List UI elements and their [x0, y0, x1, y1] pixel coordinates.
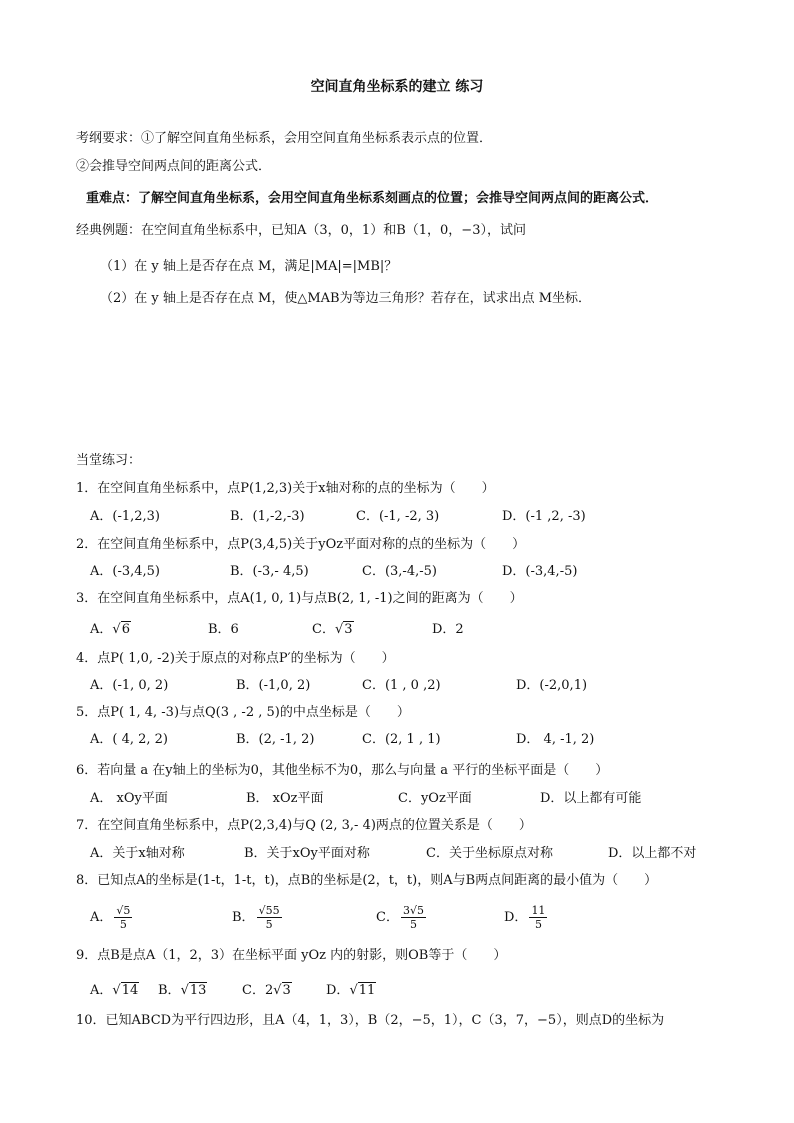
radicand: 3 [282, 983, 291, 998]
question-7-option-c: C．关于坐标原点对称 [426, 846, 553, 861]
question-4-option-d: D．(-2,0,1) [516, 678, 588, 693]
radicand: 14 [121, 983, 139, 998]
question-7-option-a: A．关于x轴对称 [90, 846, 185, 861]
question-10-stem: 10．已知ABCD为平行四边形，且A（4，1，3），B（2，−5，1），C（3，7，−5），则点D的坐标为 [76, 1013, 665, 1028]
example-question-2: （2）在 y 轴上是否存在点 M，使△MAB为等边三角形？若存在，试求出点 M坐标． [100, 291, 592, 306]
question-7-option-b: B．关于xOy平面对称 [244, 846, 370, 861]
question-5-stem: 5．点P( 1, 4, -3)与点Q(3 , -2 , 5)的中点坐标是（ ） [76, 705, 410, 720]
question-6-option-d: D．以上都有可能 [540, 791, 642, 806]
option-letter: C． [376, 910, 399, 925]
denominator: 5 [409, 918, 417, 931]
question-6-stem: 6．若向量 a 在y轴上的坐标为0，其他坐标不为0，那么与向量 a 平行的坐标平面是（ ） [76, 763, 609, 778]
question-8-option-b [232, 904, 284, 931]
question-5-option-a: A．( 4, 2, 2) [90, 732, 169, 747]
question-4-stem: 4．点P( 1,0, -2)关于原点的对称点P′的坐标为（ ） [76, 651, 395, 666]
question-8-option-c [376, 904, 428, 931]
question-5-option-c: C．(2, 1 , 1) [362, 732, 441, 747]
question-2-option-a: A．(-3,4,5) [90, 564, 161, 579]
question-1-option-a: A．(-1,2,3) [90, 509, 161, 524]
sqrt-expression: √6 [112, 622, 130, 637]
practice-heading: 当堂练习： [76, 453, 142, 468]
question-8-stem: 8．已知点A的坐标是(1-t，1-t，t)，点B的坐标是(2，t，t)，则A与B两点间距离的最小值为（ ） [76, 873, 658, 888]
question-2-option-b: B．(-3,- 4,5) [230, 564, 309, 579]
question-3-option-c [312, 621, 354, 639]
sqrt-expression: √3 [334, 622, 353, 637]
page-title: 空间直角坐标系的建立 练习 [310, 79, 484, 95]
option-letter: C．2 [242, 983, 274, 998]
sqrt-expression: √14 [112, 983, 139, 998]
radicand: 11 [358, 983, 376, 998]
question-7-stem: 7．在空间直角坐标系中，点P(2,3,4)与Q (2, 3,- 4)两点的位置关系是（ ） [76, 818, 532, 833]
requirements-line-1: 考纲要求：①了解空间直角坐标系，会用空间直角坐标系表示点的位置． [76, 131, 493, 146]
answer-space [76, 320, 716, 440]
question-9-option-d [326, 982, 376, 1000]
question-3-option-d: D．2 [432, 622, 464, 637]
question-9-option-b [158, 982, 207, 1000]
question-4-option-b: B．(-1,0, 2) [236, 678, 311, 693]
fraction [257, 904, 282, 931]
question-1-option-d: D．(-1 ,2, -3) [502, 509, 586, 524]
denominator: 5 [119, 918, 127, 931]
sqrt-expression: √11 [349, 983, 376, 998]
question-9-stem: 9．点B是点A（1，2，3）在坐标平面 yOz 内的射影，则OB等于（ ） [76, 948, 507, 963]
requirements-line-2: ②会推导空间两点间的距离公式． [76, 159, 272, 174]
question-5-option-d: D． 4, -1, 2) [516, 732, 595, 747]
fraction [529, 904, 547, 931]
question-6-option-b: B． xOz平面 [246, 791, 324, 806]
denominator: 5 [534, 918, 542, 931]
denominator: 5 [265, 918, 273, 931]
numerator: 3√5 [402, 904, 424, 917]
question-1-option-b: B．(1,-2,-3) [230, 509, 305, 524]
option-letter: B． [158, 983, 181, 998]
question-6-option-c: C．yOz平面 [398, 791, 472, 806]
question-8-option-a [90, 904, 134, 931]
option-letter: D． [504, 910, 528, 925]
sqrt-expression: √3 [273, 983, 291, 998]
radicand: 3 [344, 622, 353, 637]
option-letter: A． [90, 622, 113, 637]
numerator: 11 [531, 904, 546, 917]
radicand: 13 [189, 983, 207, 998]
question-1-option-c: C．(-1, -2, 3) [356, 509, 440, 524]
question-2-stem: 2．在空间直角坐标系中，点P(3,4,5)关于yOz平面对称的点的坐标为（ ） [76, 537, 526, 552]
question-4-option-c: C．(1 , 0 ,2) [362, 678, 441, 693]
question-9-option-a [90, 982, 139, 1000]
sqrt-expression: √13 [180, 983, 207, 998]
question-3-stem: 3．在空间直角坐标系中，点A(1, 0, 1)与点B(2, 1, -1)之间的距离为（ ） [76, 591, 523, 606]
fraction [401, 904, 426, 931]
option-letter: C． [312, 622, 335, 637]
question-5-option-b: B．(2, -1, 2) [236, 732, 315, 747]
question-4-option-a: A．(-1, 0, 2) [90, 678, 169, 693]
question-2-option-c: C．(3,-4,-5) [362, 564, 437, 579]
numerator: √5 [116, 904, 131, 917]
option-letter: B． [232, 910, 255, 925]
question-3-option-b: B．6 [208, 622, 239, 637]
question-9-option-c [242, 982, 292, 1000]
question-2-option-d: D．(-3,4,-5) [502, 564, 578, 579]
option-letter: A． [90, 983, 113, 998]
numerator: √55 [258, 904, 280, 917]
example-intro: 经典例题：在空间直角坐标系中，已知A（3，0，1）和B（1，0，−3），试问 [76, 223, 526, 238]
key-points: 重难点：了解空间直角坐标系，会用空间直角坐标系刻画点的位置；会推导空间两点间的距离公式． [86, 191, 659, 206]
option-letter: D． [326, 983, 350, 998]
option-letter: A． [90, 910, 113, 925]
question-6-option-a: A． xOy平面 [90, 791, 168, 806]
example-question-1: （1）在 y 轴上是否存在点 M，满足|MA|=|MB|？ [100, 259, 398, 274]
radicand: 6 [121, 622, 130, 637]
question-7-option-d: D．以上都不对 [608, 846, 697, 861]
fraction [114, 904, 132, 931]
question-8-option-d [504, 904, 549, 931]
question-3-option-a [90, 621, 131, 639]
question-1-stem: 1．在空间直角坐标系中，点P(1,2,3)关于x轴对称的点的坐标为（ ） [76, 481, 495, 496]
